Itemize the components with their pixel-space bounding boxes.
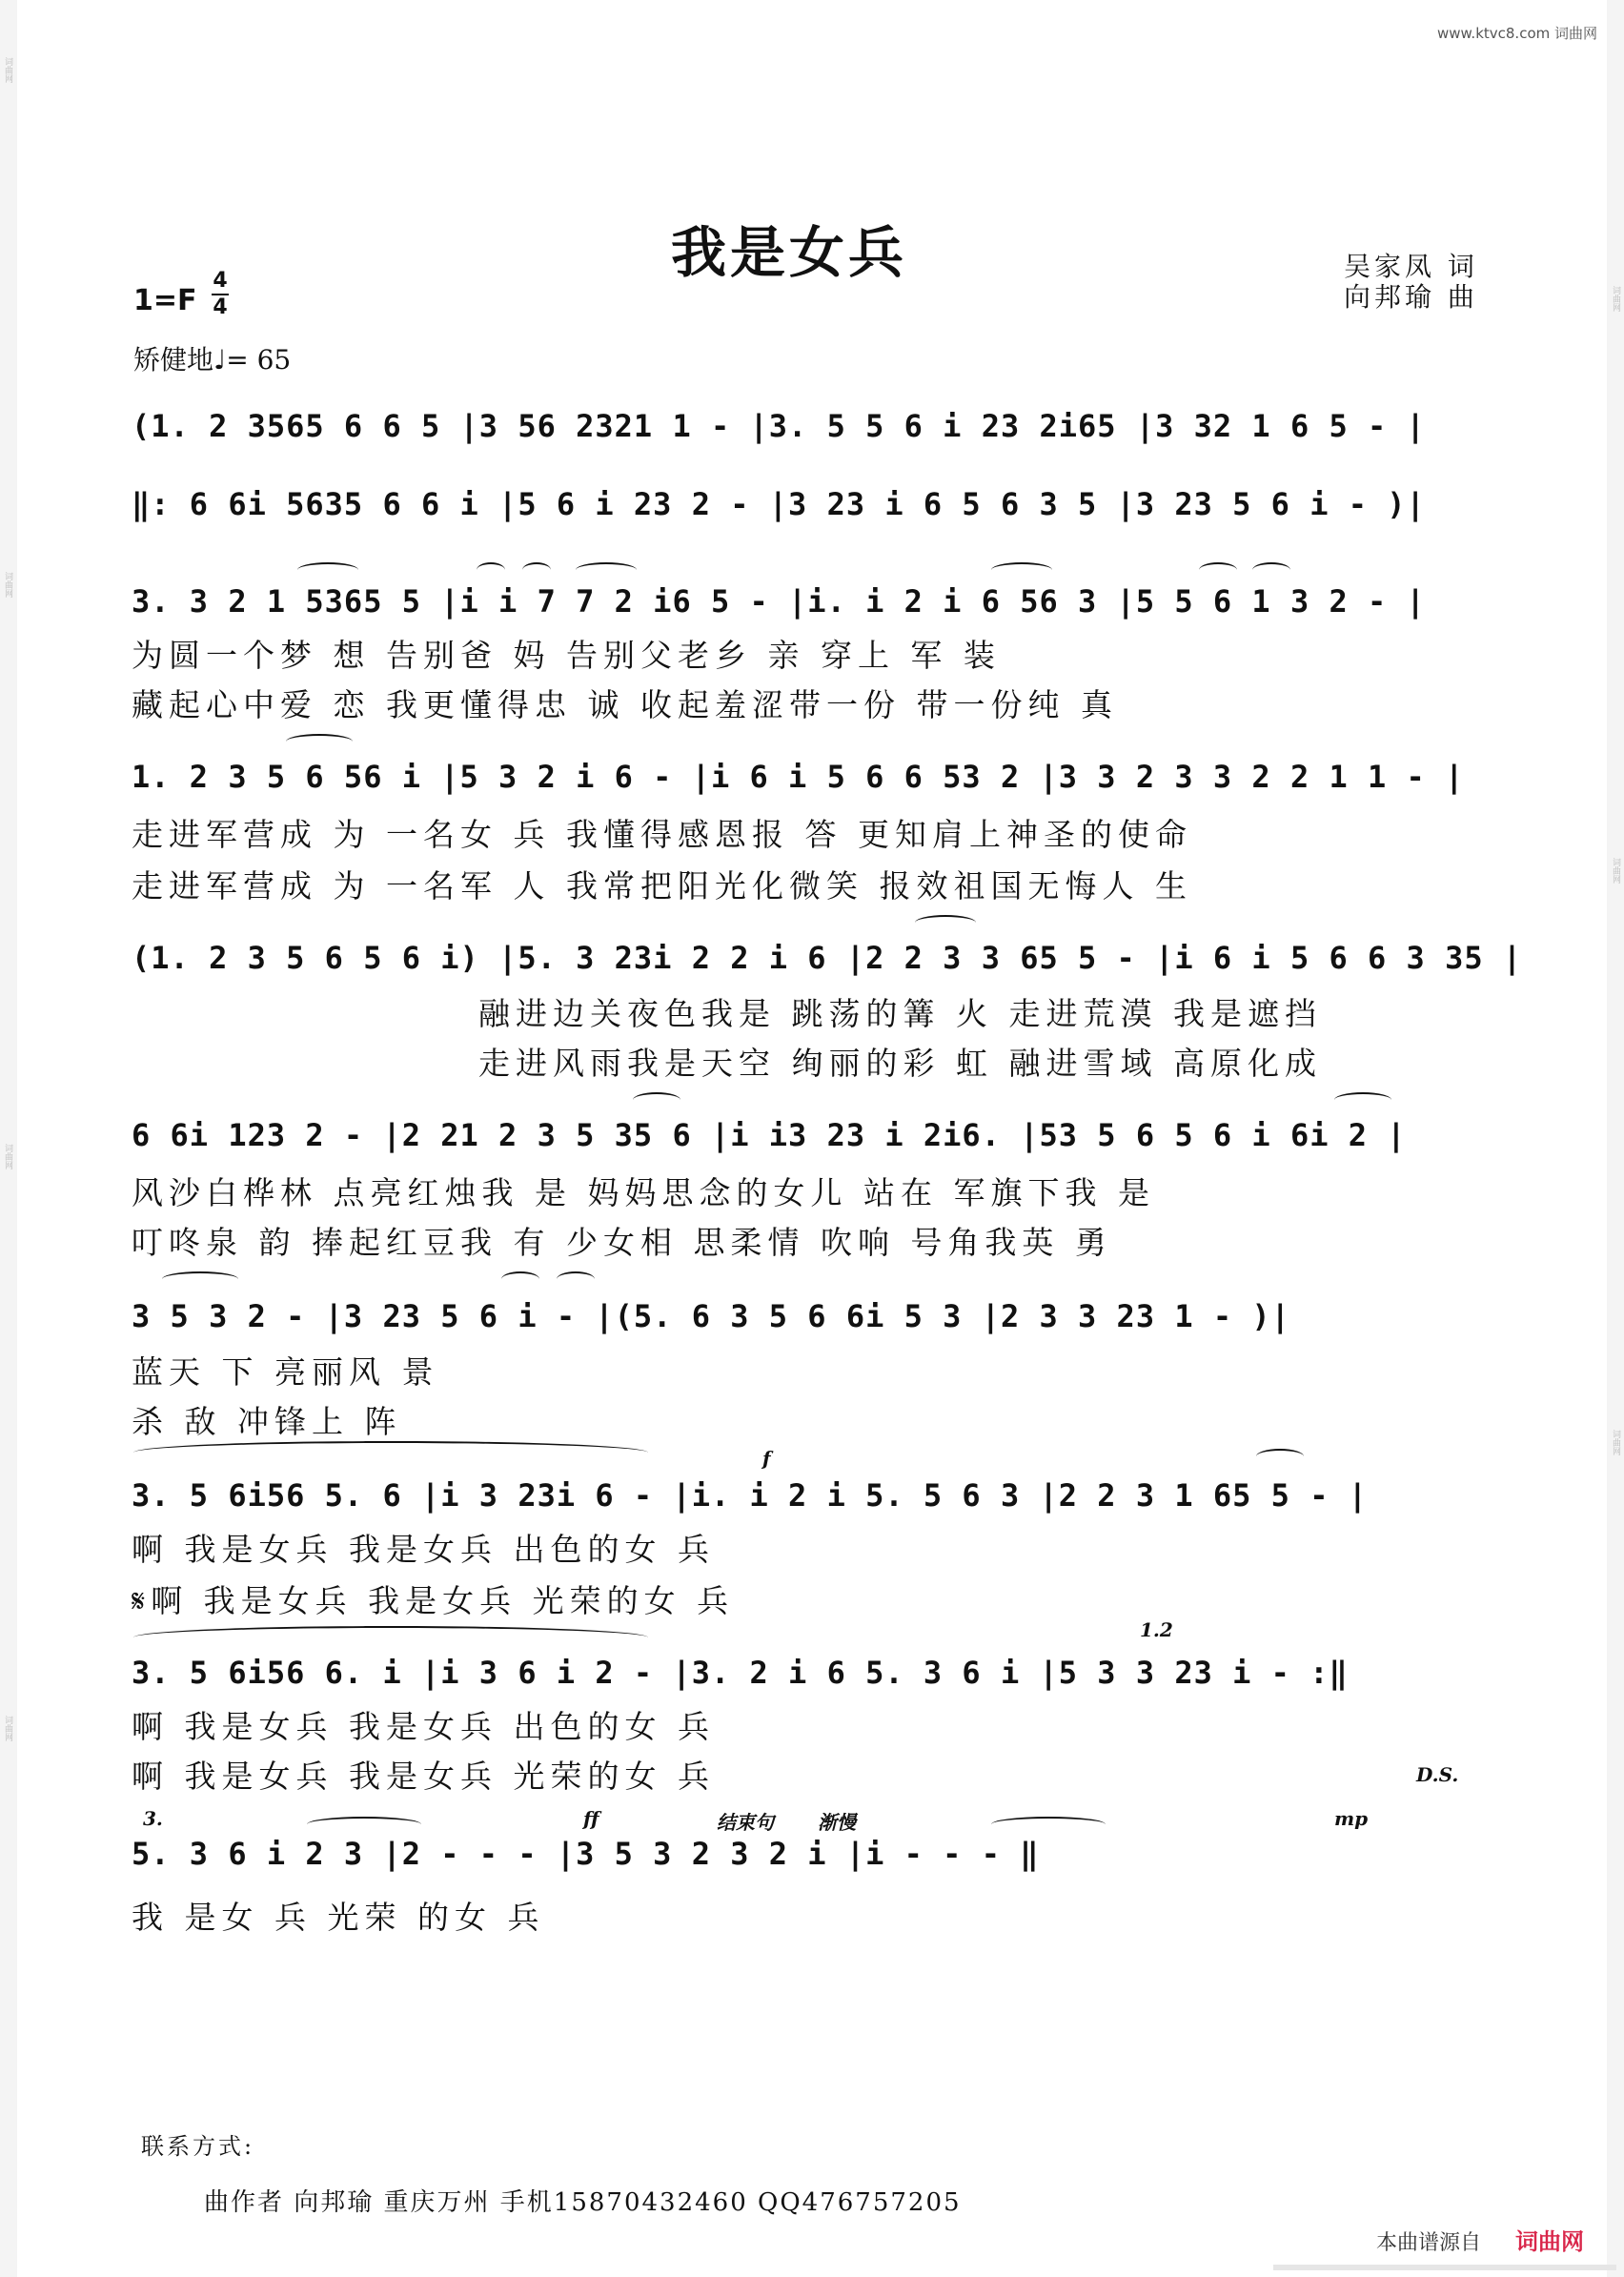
contact-line: 曲作者 向邦瑜 重庆万州 手机15870432460 QQ476757205 [204, 2188, 962, 2217]
dal-segno: D.S. [1416, 1763, 1459, 1786]
slur [307, 1817, 421, 1832]
notation-line: (1. 2 3565 6 6 5 |3 56 2321 1 - |3. 5 5 6 i 23 2i65 |3 32 1 6 5 - | [132, 408, 1426, 444]
notation-line: 3. 5 6i56 5. 6 |i 3 23i 6 - |i. i 2 i 5. 5 6 3 |2 2 3 1 65 5 - | [132, 1477, 1368, 1514]
lyric-verse-1: 为圆一个梦 想 告别爸 妈 告别父老乡 亲 穿上 军 装 [132, 637, 1001, 674]
side-watermark: 词曲网 [1611, 286, 1620, 312]
contact-heading: 联系方式: [141, 2133, 255, 2160]
slur [991, 1817, 1106, 1832]
slur [501, 1271, 539, 1287]
lyric-verse-1: 融进边关夜色我是 跳荡的篝 火 走进荒漠 我是遮挡 [478, 995, 1322, 1032]
slur [477, 562, 505, 578]
lyric-verse-2: 走进风雨我是天空 绚丽的彩 虹 融进雪域 高原化成 [478, 1045, 1322, 1082]
notation-line: 6 6i 123 2 - |2 21 2 3 5 35 6 |i i3 23 i 2i6. |53 5 6 5 6 i 6i 2 | [132, 1117, 1407, 1153]
lyric-verse-2: 叮咚泉 韵 捧起红豆我 有 少女相 思柔情 吹响 号角我英 勇 [132, 1224, 1112, 1261]
volta-1-2: 1.2 [1140, 1618, 1173, 1641]
footer-brand-link[interactable]: 词曲网 [1515, 2228, 1584, 2255]
time-top: 4 [213, 269, 228, 293]
slur [991, 562, 1052, 578]
lyric-verse-1: 风沙白桦林 点亮红烛我 是 妈妈思念的女儿 站在 军旗下我 是 [132, 1174, 1155, 1211]
key-signature: 1=F [133, 284, 197, 317]
side-watermark: 词曲网 [3, 1716, 12, 1741]
side-watermark: 词曲网 [3, 57, 12, 83]
notation-line: 3. 3 2 1 5365 5 |i i 7 7 2 i6 5 - |i. i 2 i 6 56 3 |5 5 6 1 3 2 - | [132, 583, 1426, 620]
footer-source: 本曲谱源自 [1376, 2231, 1482, 2255]
slur [557, 1271, 595, 1287]
time-signature [212, 269, 229, 320]
notation-line: 5. 3 6 i 2 3 |2 - - - |3 5 3 2 3 2 i |i - - - ‖ [132, 1836, 1040, 1872]
slur [1334, 1092, 1391, 1108]
lyric-verse-1: 啊 我是女兵 我是女兵 出色的女 兵 [132, 1531, 715, 1568]
side-watermark: 词曲网 [1611, 1430, 1620, 1455]
right-watermark-strip [1607, 0, 1624, 2277]
side-watermark: 词曲网 [3, 572, 12, 598]
lyric-verse-1: 啊 我是女兵 我是女兵 出色的女 兵 [132, 1708, 715, 1745]
notation-line: 3. 5 6i56 6. i |i 3 6 i 2 - |3. 2 i 6 5. 3 6 i |5 3 3 23 i - :‖ [132, 1655, 1349, 1691]
lyric-verse-2: 走进军营成 为 一名军 人 我常把阳光化微笑 报效祖国无悔人 生 [132, 867, 1192, 905]
time-bottom: 4 [213, 295, 228, 319]
footer-divider [1273, 2265, 1616, 2270]
phrase-slur [133, 1441, 648, 1464]
left-watermark-strip [0, 0, 17, 2277]
volta-3: 3. [143, 1807, 163, 1830]
lyric-verse-2: 藏起心中爱 恋 我更懂得忠 诚 收起羞涩带一份 带一份纯 真 [132, 686, 1118, 723]
site-url[interactable]: www.ktvc8.com 词曲网 [1437, 25, 1598, 42]
slur [1199, 562, 1237, 578]
notation-line: ‖: 6 6i 5635 6 6 i |5 6 i 23 2 - |3 23 i 6 5 6 3 5 |3 23 5 6 i - )| [132, 486, 1426, 522]
tempo-marking: 矫健地♩= 65 [133, 344, 292, 376]
slur [1256, 1449, 1304, 1464]
slur [522, 562, 551, 578]
lyric-verse-2: 杀 敌 冲锋上 阵 [132, 1403, 402, 1440]
slur [576, 562, 637, 578]
slur [162, 1271, 238, 1287]
ending-label: 结束句 [717, 1811, 774, 1834]
slur [1252, 562, 1290, 578]
notation-line: (1. 2 3 5 6 5 6 i) |5. 3 23i 2 2 i 6 |2 2 3 3 65 5 - |i 6 i 5 6 6 3 35 | [132, 940, 1523, 976]
side-watermark: 词曲网 [3, 1144, 12, 1169]
notation-line: 1. 2 3 5 6 56 i |5 3 2 i 6 - |i 6 i 5 6 6 53 2 |3 3 2 3 3 2 2 1 1 - | [132, 759, 1465, 795]
lyricist-credit: 吴家凤 词 [1344, 251, 1478, 282]
slur [915, 915, 976, 930]
composer-credit: 向邦瑜 曲 [1344, 281, 1478, 313]
dynamic-fortissimo: ff [583, 1807, 599, 1830]
dynamic-mezzo-piano: mp [1334, 1807, 1369, 1830]
lyric-verse-1: 蓝天 下 亮丽风 景 [132, 1353, 439, 1391]
slur [286, 734, 353, 749]
lyric-verse-2: 啊 我是女兵 我是女兵 光荣的女 兵 [132, 1758, 715, 1795]
slur [633, 1092, 680, 1108]
notation-line: 3 5 3 2 - |3 23 5 6 i - |(5. 6 3 5 6 6i 5 3 |2 3 3 23 1 - )| [132, 1298, 1290, 1334]
lyric-verse-1: 走进军营成 为 一名女 兵 我懂得感恩报 答 更知肩上神圣的使命 [132, 816, 1192, 853]
lyric-verse-2: 𝄋啊 我是女兵 我是女兵 光荣的女 兵 [132, 1582, 735, 1619]
song-title: 我是女兵 [671, 220, 908, 285]
dynamic-forte: f [762, 1447, 771, 1470]
slur [297, 562, 358, 578]
ritardando-label: 渐慢 [818, 1811, 856, 1834]
phrase-slur [133, 1626, 648, 1649]
lyric-final: 我 是女 兵 光荣 的女 兵 [132, 1899, 545, 1936]
side-watermark: 词曲网 [1611, 858, 1620, 884]
